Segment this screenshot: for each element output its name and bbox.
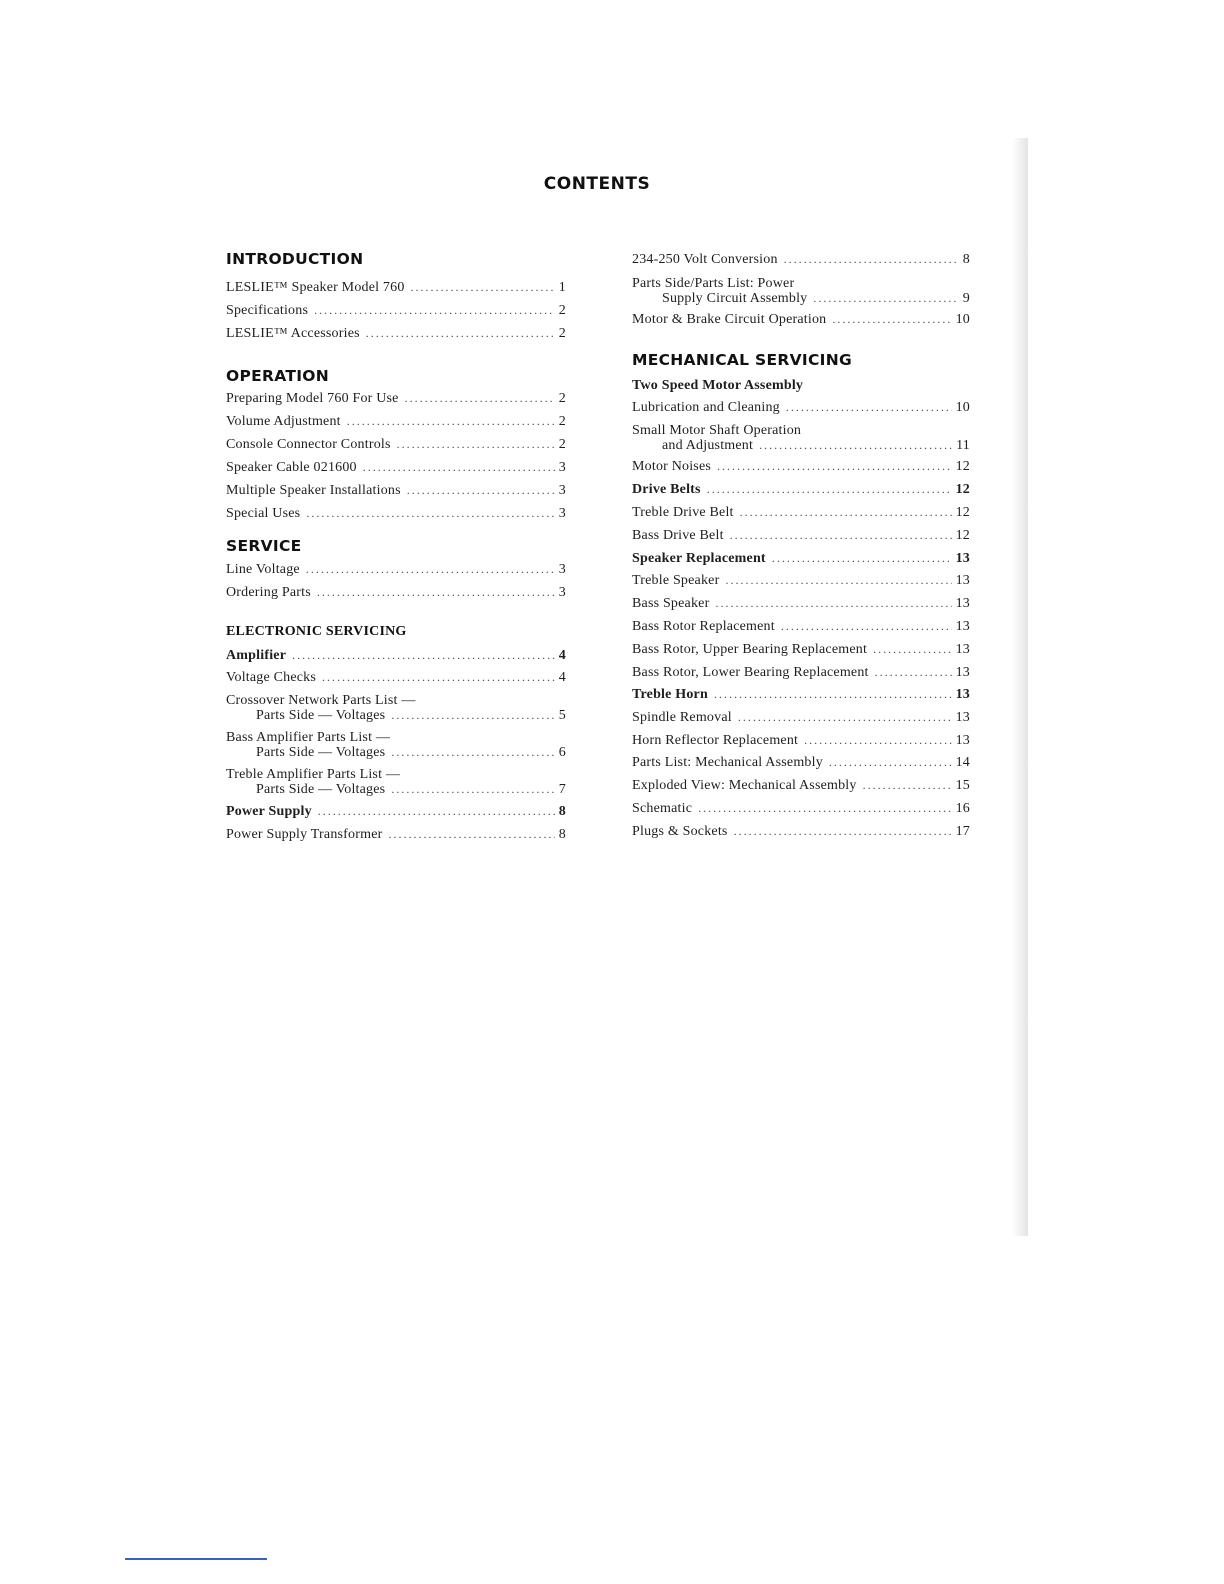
- toc-entry-title: Power Supply Transformer: [226, 827, 383, 842]
- toc-entry-title: 234-250 Volt Conversion: [632, 252, 778, 267]
- toc-page-number: 8: [558, 804, 566, 819]
- dot-leader: [738, 710, 952, 725]
- toc-page-number: 2: [558, 391, 566, 406]
- toc-entry: [632, 824, 970, 839]
- toc-entry-title: Motor & Brake Circuit Operation: [632, 312, 827, 327]
- toc-entry-title: Treble Horn: [632, 687, 708, 702]
- dot-leader: [322, 670, 555, 685]
- toc-page-number: 13: [955, 733, 970, 748]
- dot-leader: [813, 291, 958, 306]
- toc-entry: [226, 827, 566, 842]
- toc-entry-title: Bass Rotor, Upper Bearing Replacement: [632, 642, 868, 657]
- toc-entry: [226, 460, 566, 475]
- toc-entry: [632, 619, 970, 634]
- toc-page-number: 2: [558, 437, 566, 452]
- toc-entry: [226, 391, 566, 406]
- dot-leader: [347, 414, 555, 429]
- toc-entry-multiline: [632, 423, 970, 453]
- dot-leader: [707, 482, 952, 497]
- toc-page-number: 3: [558, 506, 566, 521]
- toc-page-number: 13: [955, 687, 970, 702]
- dot-leader: [740, 505, 952, 520]
- toc-page-number: 1: [558, 280, 566, 295]
- toc-entry: [226, 414, 566, 429]
- dot-leader: [784, 252, 959, 267]
- toc-entry-title: Parts Side — Voltages: [256, 745, 386, 760]
- toc-entry-title: Power Supply: [226, 804, 312, 819]
- toc-entry-title: Bass Rotor, Lower Bearing Replacement: [632, 665, 869, 680]
- toc-entry: [632, 505, 970, 520]
- toc-entry: [226, 437, 566, 452]
- toc-entry: [226, 804, 566, 819]
- toc-entry: [632, 801, 970, 816]
- toc-page-number: 3: [558, 460, 566, 475]
- toc-page-number: 13: [955, 619, 970, 634]
- toc-entry-title: Schematic: [632, 801, 693, 816]
- footnote-rule: [125, 1558, 267, 1560]
- toc-page-number: 5: [558, 708, 566, 723]
- dot-leader: [314, 303, 555, 318]
- dot-leader: [407, 483, 555, 498]
- toc-page-number: 16: [955, 801, 970, 816]
- toc-page-number: 12: [955, 459, 970, 474]
- toc-entry-title: Treble Drive Belt: [632, 505, 734, 520]
- dot-leader: [306, 562, 555, 577]
- toc-entry-title-line1: Bass Amplifier Parts List —: [226, 730, 391, 745]
- toc-entry-title: Supply Circuit Assembly: [662, 291, 808, 306]
- section-heading: OPERATION: [226, 367, 330, 385]
- dot-leader: [411, 280, 555, 295]
- toc-entry-title: Preparing Model 760 For Use: [226, 391, 399, 406]
- toc-entry: [632, 438, 970, 453]
- toc-entry-title: Horn Reflector Replacement: [632, 733, 799, 748]
- toc-entry: [632, 596, 970, 611]
- dot-leader: [388, 827, 554, 842]
- toc-entry: [632, 459, 970, 474]
- toc-page-number: 4: [558, 648, 566, 663]
- toc-entry-title: Exploded View: Mechanical Assembly: [632, 778, 857, 793]
- dot-leader: [715, 596, 951, 611]
- toc-entry: [226, 782, 566, 797]
- toc-page-number: 13: [955, 642, 970, 657]
- toc-entry: [632, 710, 970, 725]
- toc-page-number: 13: [955, 596, 970, 611]
- toc-page-number: 3: [558, 562, 566, 577]
- toc-entry: [632, 778, 970, 793]
- toc-entry-multiline: [226, 767, 566, 797]
- dot-leader: [786, 400, 952, 415]
- toc-entry: [632, 642, 970, 657]
- dot-leader: [759, 438, 952, 453]
- toc-entry: [632, 573, 970, 588]
- dot-leader: [772, 551, 952, 566]
- toc-entry: [226, 483, 566, 498]
- toc-page-number: 14: [955, 755, 970, 770]
- toc-page-number: 12: [955, 528, 970, 543]
- toc-page-number: 10: [955, 312, 970, 327]
- toc-entry: [632, 755, 970, 770]
- toc-entry: [226, 506, 566, 521]
- toc-page-number: 17: [955, 824, 970, 839]
- subsection-heading: Two Speed Motor Assembly: [632, 378, 804, 393]
- toc-entry: [632, 291, 970, 306]
- toc-page-number: 2: [558, 303, 566, 318]
- section-heading: ELECTRONIC SERVICING: [226, 624, 407, 639]
- toc-entry-title: Parts List: Mechanical Assembly: [632, 755, 823, 770]
- toc-page-number: 3: [558, 585, 566, 600]
- dot-leader: [873, 642, 952, 657]
- toc-page-number: 6: [558, 745, 566, 760]
- toc-entry-title-line1: Treble Amplifier Parts List —: [226, 767, 401, 782]
- dot-leader: [717, 459, 952, 474]
- toc-entry-title: Amplifier: [226, 648, 287, 663]
- section-heading: INTRODUCTION: [226, 250, 364, 268]
- toc-entry-title: Treble Speaker: [632, 573, 720, 588]
- toc-page-number: 13: [955, 710, 970, 725]
- toc-entry: [632, 551, 970, 566]
- toc-entry: [632, 687, 970, 702]
- dot-leader: [725, 573, 951, 588]
- toc-entry: [226, 708, 566, 723]
- dot-leader: [804, 733, 951, 748]
- toc-entry-title-line1: Parts Side/Parts List: Power: [632, 276, 795, 291]
- toc-entry-title: Specifications: [226, 303, 309, 318]
- dot-leader: [698, 801, 951, 816]
- toc-entry-title: Bass Rotor Replacement: [632, 619, 775, 634]
- toc-entry-title: Parts Side — Voltages: [256, 782, 386, 797]
- toc-entry-title-line1: Small Motor Shaft Operation: [632, 423, 802, 438]
- dot-leader: [391, 708, 554, 723]
- toc-page-number: 7: [558, 782, 566, 797]
- toc-entry-multiline: [632, 276, 970, 306]
- toc-entry: [226, 303, 566, 318]
- toc-entry: [226, 280, 566, 295]
- toc-entry: [632, 733, 970, 748]
- dot-leader: [829, 755, 952, 770]
- toc-entry: [226, 670, 566, 685]
- toc-page-number: 13: [955, 665, 970, 680]
- toc-entry-title: Motor Noises: [632, 459, 712, 474]
- toc-entry-title: Parts Side — Voltages: [256, 708, 386, 723]
- dot-leader: [714, 687, 952, 702]
- toc-entry-title: Multiple Speaker Installations: [226, 483, 401, 498]
- toc-entry-title: Speaker Replacement: [632, 551, 766, 566]
- toc-entry-title: Voltage Checks: [226, 670, 317, 685]
- toc-entry-title: Ordering Parts: [226, 585, 311, 600]
- toc-entry-title: LESLIE™ Accessories: [226, 326, 360, 341]
- dot-leader: [863, 778, 952, 793]
- toc-entry: [226, 648, 566, 663]
- toc-entry-title: Plugs & Sockets: [632, 824, 728, 839]
- dot-leader: [363, 460, 555, 475]
- section-heading: SERVICE: [226, 537, 302, 555]
- toc-entry-title: Bass Drive Belt: [632, 528, 724, 543]
- toc-entry: [226, 745, 566, 760]
- dot-leader: [832, 312, 951, 327]
- toc-entry: [226, 585, 566, 600]
- toc-entry: [632, 665, 970, 680]
- toc-entry-title: Drive Belts: [632, 482, 701, 497]
- dot-leader: [781, 619, 952, 634]
- dot-leader: [317, 585, 555, 600]
- dot-leader: [306, 506, 554, 521]
- toc-entry-title: LESLIE™ Speaker Model 760: [226, 280, 405, 295]
- dot-leader: [405, 391, 555, 406]
- page-title: CONTENTS: [543, 174, 651, 194]
- toc-page-number: 2: [558, 414, 566, 429]
- toc-page-number: 13: [955, 551, 970, 566]
- toc-entry-title: Special Uses: [226, 506, 301, 521]
- toc-entry: [632, 312, 970, 327]
- page-edge-shadow: [1012, 138, 1028, 1236]
- toc-entry-title: Speaker Cable 021600: [226, 460, 357, 475]
- toc-page-number: 9: [962, 291, 970, 306]
- dot-leader: [730, 528, 952, 543]
- toc-entry: [226, 326, 566, 341]
- toc-page-number: 15: [955, 778, 970, 793]
- dot-leader: [366, 326, 555, 341]
- toc-entry: [632, 528, 970, 543]
- toc-entry: [632, 400, 970, 415]
- toc-page-number: 11: [956, 438, 970, 453]
- toc-entry-title: and Adjustment: [662, 438, 754, 453]
- toc-entry-multiline: [226, 730, 566, 760]
- toc-page-number: 8: [962, 252, 970, 267]
- dot-leader: [397, 437, 555, 452]
- toc-entry: [632, 482, 970, 497]
- toc-entry: [632, 252, 970, 267]
- dot-leader: [391, 745, 554, 760]
- toc-entry-title-line1: Crossover Network Parts List —: [226, 693, 416, 708]
- toc-page-number: 3: [558, 483, 566, 498]
- toc-entry-multiline: [226, 693, 566, 723]
- dot-leader: [734, 824, 952, 839]
- toc-page-number: 10: [955, 400, 970, 415]
- toc-page-number: 12: [955, 505, 970, 520]
- toc-entry-title: Lubrication and Cleaning: [632, 400, 780, 415]
- section-heading: MECHANICAL SERVICING: [632, 351, 853, 369]
- toc-page-number: 2: [558, 326, 566, 341]
- toc-entry-title: Bass Speaker: [632, 596, 710, 611]
- toc-page-number: 4: [558, 670, 566, 685]
- toc-entry-title: Line Voltage: [226, 562, 300, 577]
- dot-leader: [318, 804, 555, 819]
- toc-entry-title: Spindle Removal: [632, 710, 732, 725]
- toc-page-number: 8: [558, 827, 566, 842]
- toc-entry-title: Console Connector Controls: [226, 437, 391, 452]
- toc-entry: [226, 562, 566, 577]
- dot-leader: [391, 782, 554, 797]
- toc-page-number: 12: [955, 482, 970, 497]
- toc-page-number: 13: [955, 573, 970, 588]
- toc-entry-title: Volume Adjustment: [226, 414, 341, 429]
- dot-leader: [875, 665, 952, 680]
- dot-leader: [292, 648, 555, 663]
